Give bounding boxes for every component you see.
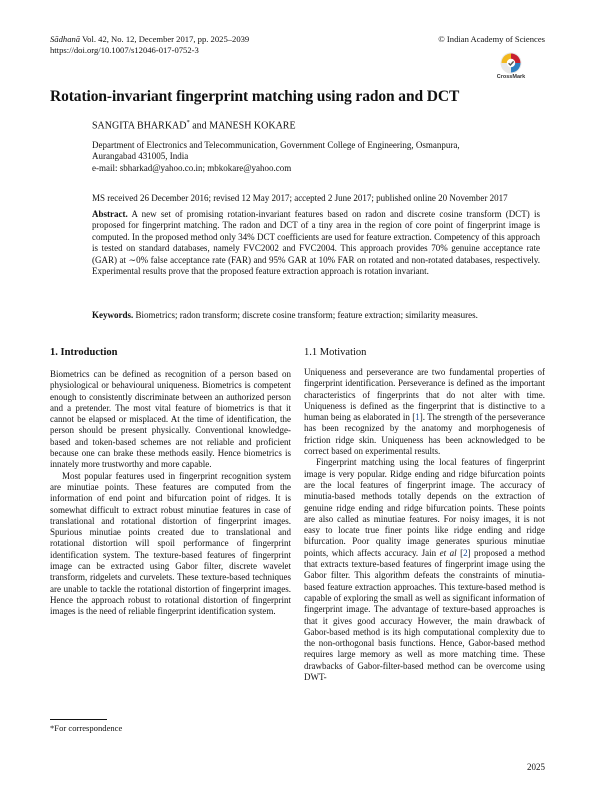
journal-name: Sādhanā xyxy=(50,34,81,44)
page-number: 2025 xyxy=(527,762,545,772)
doi-link[interactable]: https://doi.org/10.1007/s12046-017-0752-3 xyxy=(50,45,199,55)
manuscript-history: MS received 26 December 2016; revised 12 May 2017; accepted 2 June 2017; published online 20 November 2017 xyxy=(92,193,508,203)
citation-link[interactable]: 1 xyxy=(415,412,420,423)
running-header-citation xyxy=(50,34,249,45)
affiliation-line: Department of Electronics and Telecommunication, Government College of Engineering, Osmanpura, xyxy=(92,140,460,150)
citation-text: Vol. 42, No. 12, December 2017, pp. 2025–2039 xyxy=(80,34,250,44)
contact-email[interactable]: e-mail: sbharkad@yahoo.co.in; mbkokare@yahoo.com xyxy=(92,162,292,173)
footnote-rule xyxy=(50,719,107,720)
author-name: SANGITA BHARKAD xyxy=(92,120,187,132)
paragraph: Most popular features used in fingerprint recognition system are minutiae points. These features are computed from the information of end point and bifurcation point of ridges. It is somewhat difficult to extract robust minutiae features in case of translational and rotational distortion of fingerprint images. Spurious minutiae points created due to translational and rotational distortion will spoil performance of fingerprint identification system. The texture-based features of fingerprint image can be extracted using Gabor filter, discrete wavelet transform, ridgelets and curvelets. These texture-based techniques are unable to tackle the rotational distortion of fingerprint images. Hence the approach robust to rotational distortion of fingerprint images is the need of reliable fingerprint identification system. xyxy=(50,470,291,617)
paper-title: Rotation-invariant fingerprint matching using radon and DCT xyxy=(50,88,460,105)
right-column xyxy=(304,367,545,683)
paragraph: Uniqueness and perseverance are two fundamental properties of fingerprint identification. Perseverance is defined as the important characteristics of fingerprints that do not alter with time. Uniqueness is defined as the fingerprint that is distinctive to a human being as elaborated in [1]. The strength of the perseverance has been recognized by the anatomy and morphogenesis of friction ridge skin. Uniqueness has been acknowledged to be correct based on experimental results. xyxy=(304,367,545,457)
crossmark-badge[interactable] xyxy=(489,52,533,80)
keywords-label: Keywords. xyxy=(92,310,134,320)
author-list xyxy=(92,119,296,131)
footnote: *For correspondence xyxy=(50,723,123,733)
keywords-text: Biometrics; radon transform; discrete cosine transform; feature extraction; similarity measures. xyxy=(133,310,478,320)
paragraph: Biometrics can be defined as recognition of a person based on physiological or behavioural uniqueness. Biometrics is competent enough to consistently discriminate between an authorized person and a pretender. The most vital feature of biometrics is that it cannot be elapsed or misplaced. At the time of identification, the person should be present physically. Conventional knowledge-based and token-based schemes are not reliable and proficient because one can brake these methods easily. Hence biometrics is innately more trustworthy and more capable. xyxy=(50,369,291,470)
citation-link[interactable]: 2 xyxy=(463,547,468,558)
author-name: MANESH KOKARE xyxy=(209,120,296,132)
abstract-text: A new set of promising rotation-invariant features based on radon and discrete cosine transform (DCT) is proposed for fingerprint matching. The radon and DCT of a tiny area in the region of core point of fingerprint image is computed. In the proposed method only 34% DCT coefficients are used for feature extraction. Competency of this approach is tested on standard databases, namely FVC2002 and FVC2004. This approach provides 70% genuine acceptance rate (GAR) at ∼0% false acceptance rate (FAR) and 95% GAR at 10% FAR on rotated and non-rotated databases, respectively. Experimental results prove that the proposed feature extraction approach is rotation invariant. xyxy=(92,209,540,277)
publisher-notice: © Indian Academy of Sciences xyxy=(438,34,545,44)
crossmark-icon xyxy=(500,52,522,74)
et-al: et al xyxy=(439,547,457,558)
affiliation-line: Aurangabad 431005, India xyxy=(92,151,189,162)
section-heading: 1. Introduction xyxy=(50,347,118,358)
affiliation xyxy=(92,140,460,174)
subsection-heading: 1.1 Motivation xyxy=(304,347,367,358)
author-conjunction: and xyxy=(189,120,210,132)
corresponding-mark: * xyxy=(186,119,190,126)
abstract-label: Abstract. xyxy=(92,209,128,219)
crossmark-label: CrossMark xyxy=(496,74,526,80)
left-column xyxy=(50,369,291,618)
keywords xyxy=(92,310,562,320)
paragraph: Fingerprint matching using the local features of fingerprint image is very popular. Ridge ending and ridge bifurcation points are the local features of fingerprint image. The accuracy of minutia-based methods totally depends on the extraction of genuine ridge ending and ridge bifurcation points. These points are also called as minutiae features. For noisy images, it is not easy to locate true finer points like ridge ending and ridge bifurcation. Poor quality image generates spurious minutiae points, which affects accuracy. Jain et al [2] proposed a method that extracts texture-based features of fingerprint image using the Gabor filter. This algorithm defeats the constraints of minutia-based feature extraction approaches. This texture-based method is capable of exploring the small as well as significant information of fingerprint image. The advantage of texture-based approaches is that it gives good accuracy However, the main drawback of Gabor-based method is its high computational complexity due to the non-orthogonal basis functions. Hence, Gabor-based method requires large memory as well as more matching time. These drawbacks of Gabor-filter-based method can be overcome using DWT- xyxy=(304,457,546,683)
abstract xyxy=(92,209,540,277)
